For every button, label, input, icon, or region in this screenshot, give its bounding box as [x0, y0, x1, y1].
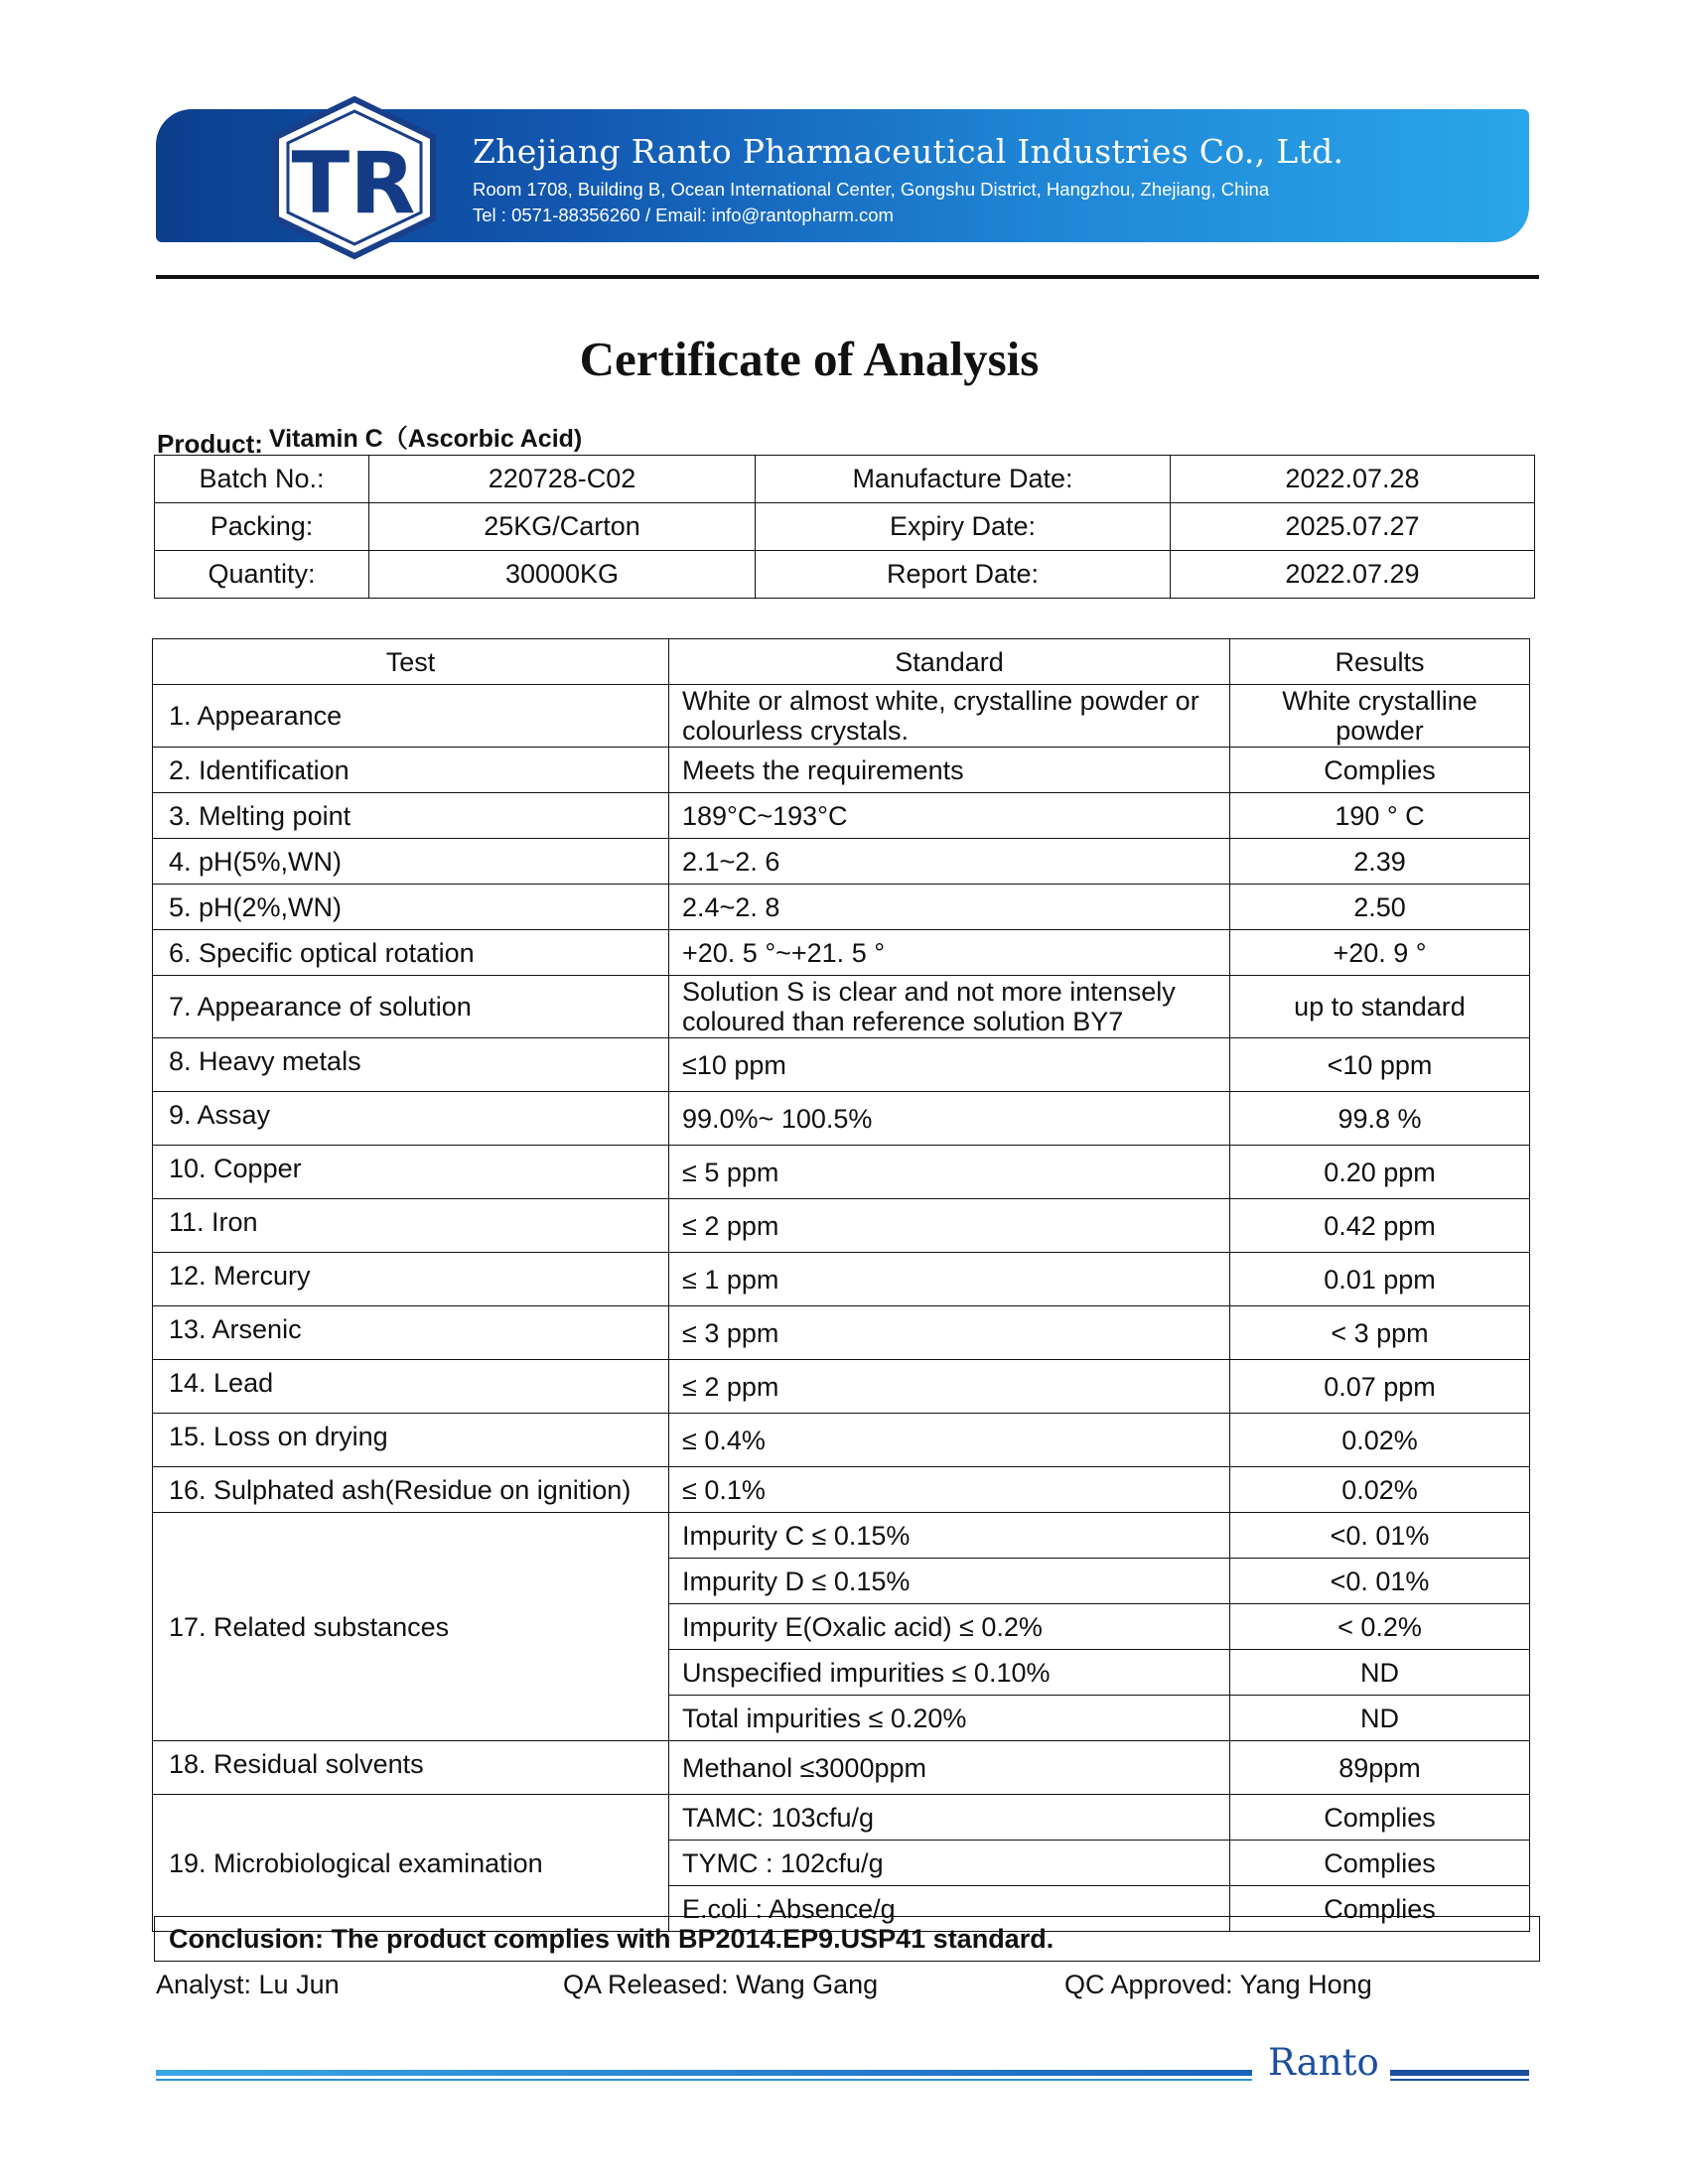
header-results: Results — [1230, 639, 1530, 685]
test-name: 5. pH(2%,WN) — [153, 885, 669, 930]
test-standard: 189°C~193°C — [669, 793, 1230, 839]
test-result: 0.42 ppm — [1230, 1199, 1530, 1253]
test-name: 4. pH(5%,WN) — [153, 839, 669, 885]
info-row — [155, 503, 1535, 551]
table-row — [153, 748, 1530, 793]
test-result: 0.02% — [1230, 1414, 1530, 1467]
test-standard — [669, 976, 1230, 1038]
test-name: 9. Assay — [153, 1092, 669, 1146]
test-standard: TAMC: 103cfu/g — [669, 1795, 1230, 1841]
table-row — [153, 1467, 1530, 1513]
report-date-value: 2022.07.29 — [1171, 551, 1535, 599]
company-address: Room 1708, Building B, Ocean International Center, Gongshu District, Hangzhou, Zhejiang, China — [473, 179, 1270, 200]
result-line: powder — [1336, 716, 1424, 746]
logo-text: TR — [291, 134, 416, 233]
test-name: 6. Specific optical rotation — [153, 930, 669, 976]
table-row — [153, 793, 1530, 839]
test-result — [1230, 685, 1530, 748]
table-row — [153, 1146, 1530, 1199]
company-contact: Tel : 0571-88356260 / Email: info@rantopharm.com — [473, 205, 894, 225]
footer-rule — [1390, 2079, 1529, 2081]
product-label: Product: — [157, 429, 263, 459]
test-name: 8. Heavy metals — [153, 1038, 669, 1092]
test-result: 89ppm — [1230, 1741, 1530, 1795]
test-name: 2. Identification — [153, 748, 669, 793]
test-standard: Impurity E(Oxalic acid) ≤ 0.2% — [669, 1604, 1230, 1650]
test-name: 3. Melting point — [153, 793, 669, 839]
product-value: Vitamin C（Ascorbic Acid) — [268, 425, 583, 453]
test-standard: ≤ 0.4% — [669, 1414, 1230, 1467]
batch-value: 220728-C02 — [369, 456, 756, 503]
test-standard: ≤10 ppm — [669, 1038, 1230, 1092]
standard-line: White or almost white, crystalline powder or — [682, 686, 1199, 716]
packing-label: Packing: — [155, 503, 369, 551]
test-standard: Unspecified impurities ≤ 0.10% — [669, 1650, 1230, 1696]
table-row — [153, 1038, 1530, 1092]
test-result: <10 ppm — [1230, 1038, 1530, 1092]
test-result: <0. 01% — [1230, 1559, 1530, 1604]
test-name: 19. Microbiological examination — [153, 1795, 669, 1932]
footer-brand: Ranto — [1268, 2041, 1379, 2084]
test-result: ND — [1230, 1696, 1530, 1741]
expiry-date-label: Expiry Date: — [756, 503, 1171, 551]
test-standard: 99.0%~ 100.5% — [669, 1092, 1230, 1146]
test-name: 10. Copper — [153, 1146, 669, 1199]
manufacture-date-value: 2022.07.28 — [1171, 456, 1535, 503]
company-name: Zhejiang Ranto Pharmaceutical Industries Co., Ltd. — [473, 132, 1344, 171]
expiry-date-value: 2025.07.27 — [1171, 503, 1535, 551]
table-row — [153, 1513, 1530, 1559]
quantity-label: Quantity: — [155, 551, 369, 599]
test-result: 2.39 — [1230, 839, 1530, 885]
standard-line: colourless crystals. — [682, 716, 910, 746]
test-standard: ≤ 1 ppm — [669, 1253, 1230, 1306]
test-standard: ≤ 5 ppm — [669, 1146, 1230, 1199]
result-line: White crystalline — [1282, 686, 1477, 716]
quantity-value: 30000KG — [369, 551, 756, 599]
test-result: 0.07 ppm — [1230, 1360, 1530, 1414]
test-result: up to standard — [1230, 976, 1530, 1038]
test-name: 13. Arsenic — [153, 1306, 669, 1360]
test-standard: +20. 5 °~+21. 5 ° — [669, 930, 1230, 976]
test-standard: TYMC : 102cfu/g — [669, 1841, 1230, 1886]
header-divider — [156, 275, 1539, 279]
test-name: 16. Sulphated ash(Residue on ignition) — [153, 1467, 669, 1513]
table-row — [153, 685, 1530, 748]
standard-line: coloured than reference solution BY7 — [682, 1007, 1124, 1036]
table-row — [153, 1199, 1530, 1253]
test-name: 1. Appearance — [153, 685, 669, 748]
standard-line: Solution S is clear and not more intensely — [682, 977, 1176, 1007]
table-row — [153, 1306, 1530, 1360]
table-row — [153, 976, 1530, 1038]
conclusion-text: Conclusion: The product complies with BP2014.EP9.USP41 standard. — [169, 1924, 1055, 1954]
test-name: 15. Loss on drying — [153, 1414, 669, 1467]
table-row — [153, 1253, 1530, 1306]
header-test: Test — [153, 639, 669, 685]
test-result: < 3 ppm — [1230, 1306, 1530, 1360]
packing-value: 25KG/Carton — [369, 503, 756, 551]
test-results-table — [152, 638, 1530, 1932]
product-line — [157, 419, 583, 459]
batch-info-table — [154, 455, 1535, 599]
header-standard: Standard — [669, 639, 1230, 685]
qa-signature: QA Released: Wang Gang — [563, 1970, 879, 1999]
batch-label: Batch No.: — [155, 456, 369, 503]
footer-rule — [1390, 2070, 1529, 2076]
test-name: 7. Appearance of solution — [153, 976, 669, 1038]
test-result: 2.50 — [1230, 885, 1530, 930]
test-result: 0.02% — [1230, 1467, 1530, 1513]
test-result: < 0.2% — [1230, 1604, 1530, 1650]
test-result: <0. 01% — [1230, 1513, 1530, 1559]
report-date-label: Report Date: — [756, 551, 1171, 599]
table-row — [153, 1741, 1530, 1795]
test-result: +20. 9 ° — [1230, 930, 1530, 976]
table-row — [153, 1360, 1530, 1414]
table-row — [153, 930, 1530, 976]
footer-rule — [156, 2070, 1252, 2076]
test-result: ND — [1230, 1650, 1530, 1696]
conclusion-box — [154, 1916, 1540, 1962]
test-standard: 2.4~2. 8 — [669, 885, 1230, 930]
document-title: Certificate of Analysis — [579, 332, 1040, 386]
test-standard: Meets the requirements — [669, 748, 1230, 793]
table-header-row — [153, 639, 1530, 685]
test-result: 190 ° C — [1230, 793, 1530, 839]
table-row — [153, 1795, 1530, 1841]
test-standard: Impurity D ≤ 0.15% — [669, 1559, 1230, 1604]
company-logo-icon — [268, 95, 441, 260]
test-result: 99.8 % — [1230, 1092, 1530, 1146]
test-result: Complies — [1230, 1886, 1530, 1932]
test-standard — [669, 685, 1230, 748]
test-name: 12. Mercury — [153, 1253, 669, 1306]
test-name: 17. Related substances — [153, 1513, 669, 1741]
table-row — [153, 1092, 1530, 1146]
test-result: Complies — [1230, 1841, 1530, 1886]
test-result: 0.01 ppm — [1230, 1253, 1530, 1306]
test-result: Complies — [1230, 1795, 1530, 1841]
test-name: 14. Lead — [153, 1360, 669, 1414]
test-name: 11. Iron — [153, 1199, 669, 1253]
test-standard: ≤ 0.1% — [669, 1467, 1230, 1513]
test-standard: Total impurities ≤ 0.20% — [669, 1696, 1230, 1741]
table-row — [153, 839, 1530, 885]
test-standard: ≤ 2 ppm — [669, 1360, 1230, 1414]
test-name: 18. Residual solvents — [153, 1741, 669, 1795]
test-standard: Impurity C ≤ 0.15% — [669, 1513, 1230, 1559]
test-standard: Methanol ≤3000ppm — [669, 1741, 1230, 1795]
test-standard: ≤ 2 ppm — [669, 1199, 1230, 1253]
qc-signature: QC Approved: Yang Hong — [1064, 1970, 1372, 1999]
info-row — [155, 456, 1535, 503]
info-row — [155, 551, 1535, 599]
test-result: 0.20 ppm — [1230, 1146, 1530, 1199]
test-result: Complies — [1230, 748, 1530, 793]
test-standard: ≤ 3 ppm — [669, 1306, 1230, 1360]
manufacture-date-label: Manufacture Date: — [756, 456, 1171, 503]
table-row — [153, 1414, 1530, 1467]
test-standard: E.coli : Absence/g — [669, 1886, 1230, 1932]
analyst-signature: Analyst: Lu Jun — [156, 1970, 340, 1999]
table-row — [153, 885, 1530, 930]
test-standard: 2.1~2. 6 — [669, 839, 1230, 885]
footer-rule — [156, 2079, 1252, 2081]
